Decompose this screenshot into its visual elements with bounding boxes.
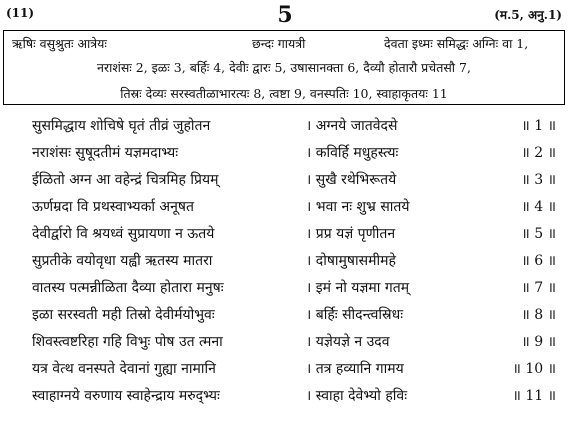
verse-row	[0, 143, 570, 169]
verse-number: ॥ 9 ॥	[521, 334, 556, 350]
verse-first-half: सुसमिद्धाय शोचिषे घृतं तीव्रं जुहोतन	[32, 118, 211, 134]
verse-second-half: । यज्ञेयज्ञे न उदव	[306, 334, 390, 350]
page-header	[0, 2, 570, 30]
mandala-reference: (म.5, अनु.1)	[494, 8, 562, 22]
verse-first-half: वातस्य पत्मन्नीळिता दैव्या होतारा मनुषः	[32, 280, 224, 296]
verse-second-half: । तत्र हव्यानि गामय	[306, 361, 404, 377]
info-line-2: नराशंसः 2, इळः 3, बर्हिः 4, देवीः द्वारः 5, उषासानक्ता 6, दैव्यौ होतारौ प्रचेतसौ 7,	[97, 60, 471, 75]
verse-first-half: देवीर्द्वारो वि श्रयध्वं सुप्रायणा न ऊतये	[32, 226, 215, 242]
verse-second-half: । बर्हिः सीदन्त्वस्रिधः	[306, 307, 404, 323]
hymn-info-box	[3, 30, 565, 105]
verse-first-half: शिवस्त्वष्टरिहा गहि विभुः पोष उत त्मना	[32, 334, 223, 350]
verse-number: ॥ 3 ॥	[521, 172, 556, 188]
info-line-3: तिस्रः देव्यः सरस्वतीळाभारत्यः 8, त्वष्टा 9, वनस्पतिः 10, स्वाहाकृतयः 11	[120, 86, 448, 101]
verse-number: ॥ 2 ॥	[521, 145, 556, 161]
verse-number: ॥ 6 ॥	[521, 253, 556, 269]
rishi-text: ऋषिः वसुश्रुतः आत्रेयः	[12, 36, 107, 51]
verse-number: ॥ 10 ॥	[512, 361, 556, 377]
verse-number: ॥ 5 ॥	[521, 226, 556, 242]
verse-row	[0, 116, 570, 142]
verse-number: ॥ 11 ॥	[512, 388, 556, 404]
verse-first-half: सुप्रतीके वयोवृधा यह्वी ऋतस्य मातरा	[32, 253, 213, 269]
verse-first-half: ईळितो अग्न आ वहेन्द्रं चित्रमिह प्रियम्	[32, 172, 219, 188]
chanda-text: छन्दः गायत्री	[252, 36, 306, 51]
page-number: (11)	[6, 6, 35, 20]
verse-first-half: नराशंसः सुषूदतीमं यज्ञमदाभ्यः	[32, 145, 179, 161]
verse-row	[0, 197, 570, 223]
verse-number: ॥ 7 ॥	[521, 280, 556, 296]
verse-first-half: ऊर्णम्रदा वि प्रथस्वाभ्यर्का अनूषत	[32, 199, 194, 215]
verse-row	[0, 170, 570, 196]
verse-second-half: । अग्नये जातवेदसे	[306, 118, 398, 134]
verse-first-half: यत्र वेत्थ वनस्पते देवानां गुह्या नामानि	[32, 361, 216, 377]
verse-number: ॥ 1 ॥	[521, 118, 556, 134]
verse-row	[0, 305, 570, 331]
verse-row	[0, 251, 570, 277]
verse-second-half: । स्वाहा देवेभ्यो हविः	[306, 388, 408, 404]
verse-second-half: । इमं नो यज्ञमा गतम्	[306, 280, 410, 296]
hymn-number: 5	[277, 2, 293, 28]
verse-second-half: । कविर्हि मधुहस्त्यः	[306, 145, 399, 161]
verse-second-half: । भवा नः शुभ्र सातये	[306, 199, 410, 215]
verse-row	[0, 386, 570, 412]
verse-row	[0, 359, 570, 385]
verse-second-half: । प्रप्र यज्ञं पृणीतन	[306, 226, 396, 242]
verse-second-half: । सुखै रथेभिरूतये	[306, 172, 397, 188]
verse-first-half: इळा सरस्वती मही तिस्रो देवीर्मयोभुवः	[32, 307, 215, 323]
verse-row	[0, 278, 570, 304]
verse-number: ॥ 8 ॥	[521, 307, 556, 323]
devata-text: देवता इध्मः समिद्धः अग्निः वा 1,	[384, 36, 529, 51]
verse-number: ॥ 4 ॥	[521, 199, 556, 215]
verse-row	[0, 332, 570, 358]
verse-row	[0, 224, 570, 250]
verse-first-half: स्वाहाग्नये वरुणाय स्वाहेन्द्राय मरुद्भ्यः	[32, 388, 220, 404]
verse-second-half: । दोषामुषासमीमहे	[306, 253, 396, 269]
